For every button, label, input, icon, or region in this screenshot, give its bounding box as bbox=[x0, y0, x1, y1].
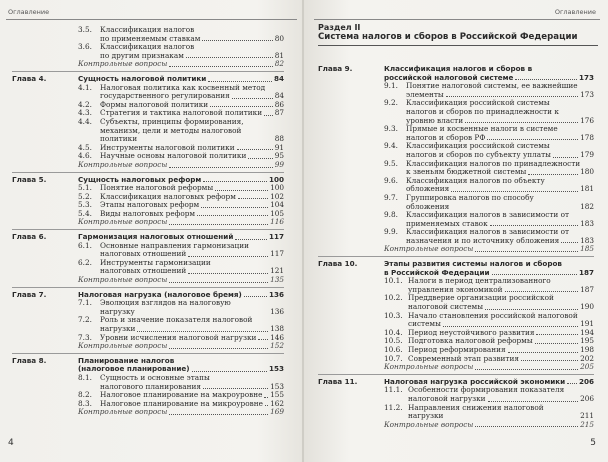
entry-title: в Российской Федерации bbox=[384, 267, 490, 277]
entry-title: Направления снижения налоговой нагрузки bbox=[408, 402, 544, 421]
entry-title: Научные основы налоговой политики bbox=[100, 151, 247, 161]
dot-leader bbox=[210, 105, 273, 107]
toc-section[interactable] bbox=[318, 160, 594, 177]
entry-page-number: 121 bbox=[270, 266, 284, 276]
entry-page-number: 205 bbox=[580, 362, 594, 372]
dot-leader bbox=[490, 224, 578, 226]
dot-leader bbox=[248, 157, 272, 159]
entry-page-number: 215 bbox=[580, 419, 594, 429]
entry-page-number: 187 bbox=[580, 284, 594, 294]
entry-page-number: 99 bbox=[274, 159, 284, 169]
entry-page-number: 195 bbox=[580, 336, 594, 346]
dot-leader bbox=[528, 173, 578, 175]
entry-title: Контрольные вопросы bbox=[78, 341, 168, 351]
entry-title: Классификация налогов и сборов в bbox=[384, 64, 533, 73]
entry-page-number: 198 bbox=[580, 345, 594, 354]
dot-leader bbox=[485, 308, 578, 310]
entry-page-number: 135 bbox=[270, 275, 284, 285]
entry-title: Контрольные вопросы bbox=[78, 217, 168, 227]
dot-leader bbox=[203, 180, 267, 182]
entry-title: Контрольные вопросы bbox=[78, 407, 168, 417]
entry-title: к звеньям бюджетной системы bbox=[406, 167, 527, 177]
toc-section[interactable] bbox=[12, 26, 284, 43]
entry-title: назначения и по источнику обложения bbox=[406, 235, 560, 245]
toc-section[interactable] bbox=[318, 312, 594, 329]
dot-leader bbox=[487, 138, 578, 140]
entry-number: 5.2. bbox=[78, 191, 92, 201]
toc-section[interactable] bbox=[318, 294, 594, 311]
entry-page-number: 117 bbox=[268, 232, 284, 242]
entry-title: Сущность налоговых реформ bbox=[78, 174, 202, 184]
dot-leader bbox=[188, 255, 268, 257]
toc-review-questions[interactable] bbox=[12, 408, 284, 417]
toc-section[interactable] bbox=[318, 142, 594, 159]
entry-number: 10.6. bbox=[384, 345, 403, 354]
entry-page-number: 179 bbox=[580, 149, 594, 159]
dot-leader bbox=[169, 413, 268, 415]
entry-number: Глава 9. bbox=[318, 64, 353, 73]
entry-title: нагрузки bbox=[100, 324, 136, 333]
toc-chapter[interactable] bbox=[318, 260, 594, 277]
dot-leader bbox=[475, 425, 578, 427]
entry-number: 3.5. bbox=[78, 25, 92, 34]
entry-title: Планирование налогов bbox=[78, 355, 175, 365]
part-title: Система налогов и сборов в Российской Федерации bbox=[318, 32, 578, 42]
entry-title: Классификация налогов bbox=[100, 25, 195, 34]
entry-title: Гармонизация налоговых отношений bbox=[78, 232, 234, 242]
entry-page-number: 88 bbox=[274, 134, 284, 144]
chapter-divider bbox=[12, 71, 284, 72]
dot-leader bbox=[169, 166, 272, 168]
entry-number: 9.2. bbox=[384, 98, 398, 108]
toc-section[interactable] bbox=[12, 43, 284, 60]
toc-section[interactable] bbox=[12, 316, 284, 333]
header-rule bbox=[6, 19, 297, 20]
part-heading bbox=[318, 23, 598, 46]
entry-page-number: 182 bbox=[580, 201, 594, 211]
entry-number: 4.1. bbox=[78, 82, 92, 92]
entry-title: Инструменты налоговой политики bbox=[100, 142, 235, 152]
right-page bbox=[304, 0, 608, 462]
dot-leader bbox=[443, 325, 578, 327]
toc-section[interactable] bbox=[12, 299, 284, 316]
entry-number: 10.1. bbox=[384, 276, 403, 286]
chapter-divider bbox=[12, 229, 284, 230]
entry-page-number: 187 bbox=[578, 267, 594, 277]
dot-leader bbox=[553, 156, 578, 158]
entry-page-number: 152 bbox=[270, 341, 284, 351]
toc-section[interactable] bbox=[318, 404, 594, 421]
entry-title: Этапы развития системы налогов и сборов bbox=[384, 259, 562, 269]
entry-number: Глава 7. bbox=[12, 289, 47, 299]
entry-title: Подготовка налоговой реформы bbox=[408, 336, 533, 346]
entry-number: 6.2. bbox=[78, 257, 92, 267]
entry-number: Глава 4. bbox=[12, 73, 47, 83]
entry-title: Роль и значение показателя налоговой bbox=[100, 315, 253, 325]
entry-number: 9.6. bbox=[384, 175, 398, 185]
entry-number: Глава 11. bbox=[318, 376, 358, 386]
entry-page-number: 180 bbox=[580, 167, 594, 177]
entry-title: Налоги в период централизованного bbox=[408, 276, 551, 286]
entry-title: Классификация налогов в зависимости от bbox=[406, 227, 570, 237]
dot-leader bbox=[137, 330, 268, 332]
entry-page-number: 116 bbox=[270, 217, 284, 227]
entry-title: налогов и сборов по субъекту уплаты bbox=[406, 149, 551, 159]
toc-section[interactable] bbox=[12, 374, 284, 391]
table-of-contents bbox=[318, 62, 594, 429]
dot-leader bbox=[202, 39, 272, 41]
entry-page-number: 81 bbox=[274, 50, 284, 60]
toc-section[interactable] bbox=[318, 99, 594, 125]
entry-page-number: 84 bbox=[273, 73, 284, 83]
dot-leader bbox=[258, 338, 268, 340]
chapter-divider bbox=[12, 172, 284, 173]
entry-title: Стратегия и тактика налоговой политики bbox=[100, 108, 263, 118]
dot-leader bbox=[203, 387, 268, 389]
dot-leader bbox=[169, 347, 268, 349]
entry-title: государственного регулирования bbox=[100, 91, 230, 101]
dot-leader bbox=[244, 295, 267, 297]
dot-leader bbox=[488, 400, 579, 402]
entry-title: Классификация налогов по принадлежности bbox=[406, 158, 581, 168]
entry-page-number: 183 bbox=[580, 235, 594, 245]
entry-title: Контрольные вопросы bbox=[78, 159, 168, 169]
chapter-divider bbox=[12, 287, 284, 288]
entry-page-number: 136 bbox=[268, 289, 284, 299]
page-number: 5 bbox=[590, 438, 596, 448]
dot-leader bbox=[515, 78, 577, 80]
entry-title: налогов и сборов РФ bbox=[406, 132, 486, 142]
dot-leader bbox=[508, 351, 578, 353]
dot-leader bbox=[535, 342, 578, 344]
dot-leader bbox=[265, 404, 268, 406]
entry-number: 5.4. bbox=[78, 208, 92, 218]
entry-page-number: 138 bbox=[270, 324, 284, 333]
entry-number: 10.4. bbox=[384, 327, 403, 337]
toc-review-questions[interactable] bbox=[12, 161, 284, 170]
entry-number: 9.1. bbox=[384, 81, 398, 91]
dot-leader bbox=[451, 190, 578, 192]
entry-number: 10.5. bbox=[384, 336, 403, 346]
entry-page-number: 87 bbox=[274, 108, 284, 118]
entry-page-number: 84 bbox=[274, 91, 284, 101]
entry-page-number: 178 bbox=[580, 132, 594, 142]
toc-section[interactable] bbox=[318, 177, 594, 194]
entry-title: Контрольные вопросы bbox=[384, 362, 474, 372]
entry-page-number: 206 bbox=[578, 376, 594, 386]
entry-number: 10.2. bbox=[384, 293, 403, 303]
entry-title: по другим признакам bbox=[100, 50, 184, 60]
entry-number: 7.2. bbox=[78, 315, 92, 325]
entry-number: 4.4. bbox=[78, 116, 92, 126]
entry-title: Формы налоговой политики bbox=[100, 99, 209, 109]
toc-review-questions[interactable] bbox=[12, 218, 284, 227]
entry-number: Глава 5. bbox=[12, 174, 47, 184]
entry-title: Налоговая нагрузка российской экономики bbox=[384, 376, 566, 386]
toc-chapter[interactable] bbox=[318, 65, 594, 82]
running-head: Оглавление bbox=[554, 8, 596, 16]
entry-page-number: 176 bbox=[580, 115, 594, 125]
entry-number: 4.2. bbox=[78, 99, 92, 109]
toc-review-questions[interactable] bbox=[12, 276, 284, 285]
entry-number: 9.7. bbox=[384, 192, 398, 202]
entry-title: Сущность и основные этапы bbox=[100, 372, 210, 382]
entry-title: налогов и сборов по принадлежности к bbox=[406, 106, 559, 116]
entry-page-number: 185 bbox=[580, 244, 594, 254]
entry-title: (налоговое планирование) bbox=[78, 364, 190, 374]
dot-leader bbox=[197, 214, 268, 216]
entry-title: налогового планирования bbox=[100, 381, 201, 391]
entry-title: системы bbox=[408, 319, 441, 329]
chapter-divider bbox=[12, 353, 284, 354]
entry-number: 11.1. bbox=[384, 385, 403, 395]
toc-section[interactable] bbox=[318, 125, 594, 142]
entry-number: 5.3. bbox=[78, 200, 92, 210]
dot-leader bbox=[446, 95, 578, 97]
entry-number: 5.1. bbox=[78, 183, 92, 193]
entry-page-number: 117 bbox=[270, 249, 284, 259]
chapter-divider bbox=[318, 256, 594, 257]
entry-page-number: 105 bbox=[270, 208, 284, 218]
entry-page-number: 153 bbox=[268, 364, 284, 374]
entry-page-number: 100 bbox=[268, 174, 284, 184]
dot-leader bbox=[521, 359, 578, 361]
entry-title: налоговой нагрузки bbox=[408, 393, 486, 403]
entry-number: 9.3. bbox=[384, 124, 398, 134]
toc-review-questions[interactable] bbox=[318, 245, 594, 254]
entry-page-number: 155 bbox=[270, 390, 284, 400]
entry-title: применяемых ставок bbox=[406, 218, 488, 228]
toc-review-questions[interactable] bbox=[318, 363, 594, 372]
dot-leader bbox=[238, 197, 268, 199]
entry-page-number: 100 bbox=[270, 183, 284, 193]
entry-page-number: 183 bbox=[580, 218, 594, 228]
entry-title: Контрольные вопросы bbox=[78, 275, 168, 285]
dot-leader bbox=[169, 65, 272, 67]
left-page bbox=[0, 0, 303, 462]
toc-review-questions[interactable] bbox=[12, 342, 284, 351]
dot-leader bbox=[505, 290, 579, 292]
entry-title: Классификация налогов bbox=[100, 42, 195, 52]
dot-leader bbox=[264, 114, 273, 116]
entry-number: 8.1. bbox=[78, 372, 92, 382]
entry-number: 8.2. bbox=[78, 390, 92, 400]
entry-title: Классификация налогов по объекту bbox=[406, 175, 545, 185]
toc-section[interactable] bbox=[318, 82, 594, 99]
entry-title: обложения bbox=[406, 184, 450, 194]
dot-leader bbox=[192, 370, 267, 372]
entry-number: 7.1. bbox=[78, 298, 92, 308]
entry-page-number: 80 bbox=[274, 33, 284, 43]
entry-title: Эволюция взглядов на налоговую нагрузку bbox=[100, 298, 231, 316]
entry-page-number: 91 bbox=[274, 142, 284, 152]
dot-leader bbox=[475, 368, 578, 370]
entry-title: механизм, цели и методы налоговой политики bbox=[100, 125, 242, 144]
dot-leader bbox=[232, 97, 273, 99]
entry-page-number: 102 bbox=[270, 191, 284, 201]
dot-leader bbox=[264, 396, 268, 398]
running-head: Оглавление bbox=[8, 8, 50, 16]
entry-title: Налоговое планирование на макроуровне bbox=[100, 390, 263, 400]
toc-section[interactable] bbox=[318, 386, 594, 403]
entry-page-number: 181 bbox=[580, 184, 594, 194]
entry-number: Глава 10. bbox=[318, 259, 358, 269]
entry-number: 3.6. bbox=[78, 42, 92, 52]
entry-title: Субъекты, принципы формирования, bbox=[100, 116, 244, 126]
dot-leader bbox=[215, 189, 268, 191]
dot-leader bbox=[492, 273, 577, 275]
entry-page-number: 153 bbox=[270, 381, 284, 391]
entry-title: Основные направления гармонизации bbox=[100, 240, 249, 250]
dot-leader bbox=[186, 56, 273, 58]
dot-leader bbox=[465, 121, 578, 123]
entry-title: управления экономикой bbox=[408, 284, 503, 294]
dot-leader bbox=[188, 272, 268, 274]
entry-number: 4.5. bbox=[78, 142, 92, 152]
entry-title: Уровни исчисления налоговой нагрузки bbox=[100, 332, 257, 342]
entry-number: Глава 6. bbox=[12, 232, 47, 242]
entry-page-number: 202 bbox=[580, 353, 594, 363]
entry-number: 10.7. bbox=[384, 353, 403, 363]
dot-leader bbox=[567, 382, 577, 384]
entry-title: Классификация российской системы bbox=[406, 98, 550, 108]
entry-title: Особенности формирования показателя bbox=[408, 385, 565, 395]
entry-number: 8.3. bbox=[78, 398, 92, 408]
entry-page-number: 173 bbox=[578, 72, 594, 82]
entry-number: 9.5. bbox=[384, 158, 398, 168]
entry-title: Налоговая политика как косвенный метод bbox=[100, 82, 266, 92]
entry-title: налоговых отношений bbox=[100, 249, 187, 259]
entry-title: Инструменты гармонизации bbox=[100, 257, 211, 267]
entry-title: Налоговая нагрузка (налоговое бремя) bbox=[78, 289, 242, 299]
toc-section[interactable] bbox=[12, 259, 284, 276]
dot-leader bbox=[475, 250, 578, 252]
dot-leader bbox=[208, 80, 272, 82]
entry-page-number: 190 bbox=[580, 302, 594, 312]
toc-section[interactable] bbox=[12, 84, 284, 101]
entry-number: Глава 8. bbox=[12, 355, 47, 365]
entry-title: Сущность налоговой политики bbox=[78, 73, 207, 83]
toc-section[interactable] bbox=[12, 242, 284, 259]
entry-page-number: 82 bbox=[274, 59, 284, 69]
entry-title: Период реформирования bbox=[408, 345, 506, 354]
entry-page-number: 136 bbox=[270, 306, 284, 316]
toc-chapter[interactable] bbox=[12, 357, 284, 374]
toc-section[interactable] bbox=[12, 118, 284, 144]
entry-title: Понятие налоговой системы, ее важнейшие bbox=[406, 81, 578, 91]
toc-section[interactable] bbox=[318, 277, 594, 294]
entry-title: Классификация налоговых реформ bbox=[100, 191, 236, 201]
toc-section[interactable] bbox=[318, 211, 594, 228]
entry-title: элементы bbox=[406, 89, 444, 99]
entry-number: 10.3. bbox=[384, 310, 403, 320]
entry-title: уровню власти bbox=[406, 115, 464, 125]
entry-title: российской налоговой системе bbox=[384, 72, 514, 82]
dot-leader bbox=[235, 238, 267, 240]
dot-leader bbox=[201, 206, 268, 208]
entry-title: Преддверие организации российской bbox=[408, 293, 554, 303]
toc-review-questions[interactable] bbox=[318, 421, 594, 430]
entry-title: по применяемым ставкам bbox=[100, 33, 201, 43]
entry-title: Налоговое планирование на микроуровне bbox=[100, 398, 263, 408]
entry-page-number: 146 bbox=[270, 332, 284, 342]
entry-number: 11.2. bbox=[384, 402, 403, 412]
page-number: 4 bbox=[8, 438, 14, 448]
entry-title: Период неустойчивого развития bbox=[408, 327, 535, 337]
entry-title: Контрольные вопросы bbox=[384, 419, 474, 429]
entry-page-number: 104 bbox=[270, 200, 284, 210]
part-label: Раздел II bbox=[318, 23, 361, 32]
entry-page-number: 86 bbox=[274, 99, 284, 109]
entry-title: Классификация налогов в зависимости от bbox=[406, 210, 570, 220]
entry-title: налоговых отношений bbox=[100, 266, 187, 276]
entry-number: 4.6. bbox=[78, 151, 92, 161]
entry-number: 6.1. bbox=[78, 240, 92, 250]
table-of-contents bbox=[12, 26, 284, 417]
entry-title: Прямые и косвенные налоги в системе bbox=[406, 124, 558, 134]
entry-title: Контрольные вопросы bbox=[78, 59, 168, 69]
entry-title: Современный этап развития bbox=[408, 353, 519, 363]
entry-page-number: 169 bbox=[270, 407, 284, 417]
header-rule bbox=[314, 19, 600, 20]
entry-number: 9.8. bbox=[384, 210, 398, 220]
chapter-divider bbox=[318, 374, 594, 375]
entry-page-number: 173 bbox=[580, 89, 594, 99]
dot-leader bbox=[169, 281, 268, 283]
entry-number: 4.3. bbox=[78, 108, 92, 118]
entry-title: Классификация российской системы bbox=[406, 141, 550, 151]
entry-title: Понятие налоговой реформы bbox=[100, 183, 214, 193]
entry-title: Группировка налогов по способу обложения bbox=[406, 192, 534, 211]
entry-title: Виды налоговых реформ bbox=[100, 208, 196, 218]
entry-page-number: 162 bbox=[270, 398, 284, 408]
entry-page-number: 191 bbox=[580, 319, 594, 329]
entry-number: 9.9. bbox=[384, 227, 398, 237]
entry-page-number: 211 bbox=[580, 411, 594, 421]
dot-leader bbox=[237, 148, 273, 150]
entry-title: налоговой системы bbox=[408, 302, 484, 312]
entry-page-number: 95 bbox=[274, 151, 284, 161]
entry-number: 9.4. bbox=[384, 141, 398, 151]
toc-section[interactable] bbox=[318, 228, 594, 245]
entry-page-number: 206 bbox=[580, 393, 594, 403]
dot-leader bbox=[561, 241, 578, 243]
entry-title: Контрольные вопросы bbox=[384, 244, 474, 254]
dot-leader bbox=[169, 223, 268, 225]
entry-number: 7.3. bbox=[78, 332, 92, 342]
entry-page-number: 194 bbox=[580, 327, 594, 337]
dot-leader bbox=[536, 333, 578, 335]
toc-review-questions[interactable] bbox=[12, 60, 284, 69]
toc-section[interactable] bbox=[318, 194, 594, 211]
entry-title: Этапы налоговых реформ bbox=[100, 200, 200, 210]
entry-title: Начало становления российской налоговой bbox=[408, 310, 578, 320]
